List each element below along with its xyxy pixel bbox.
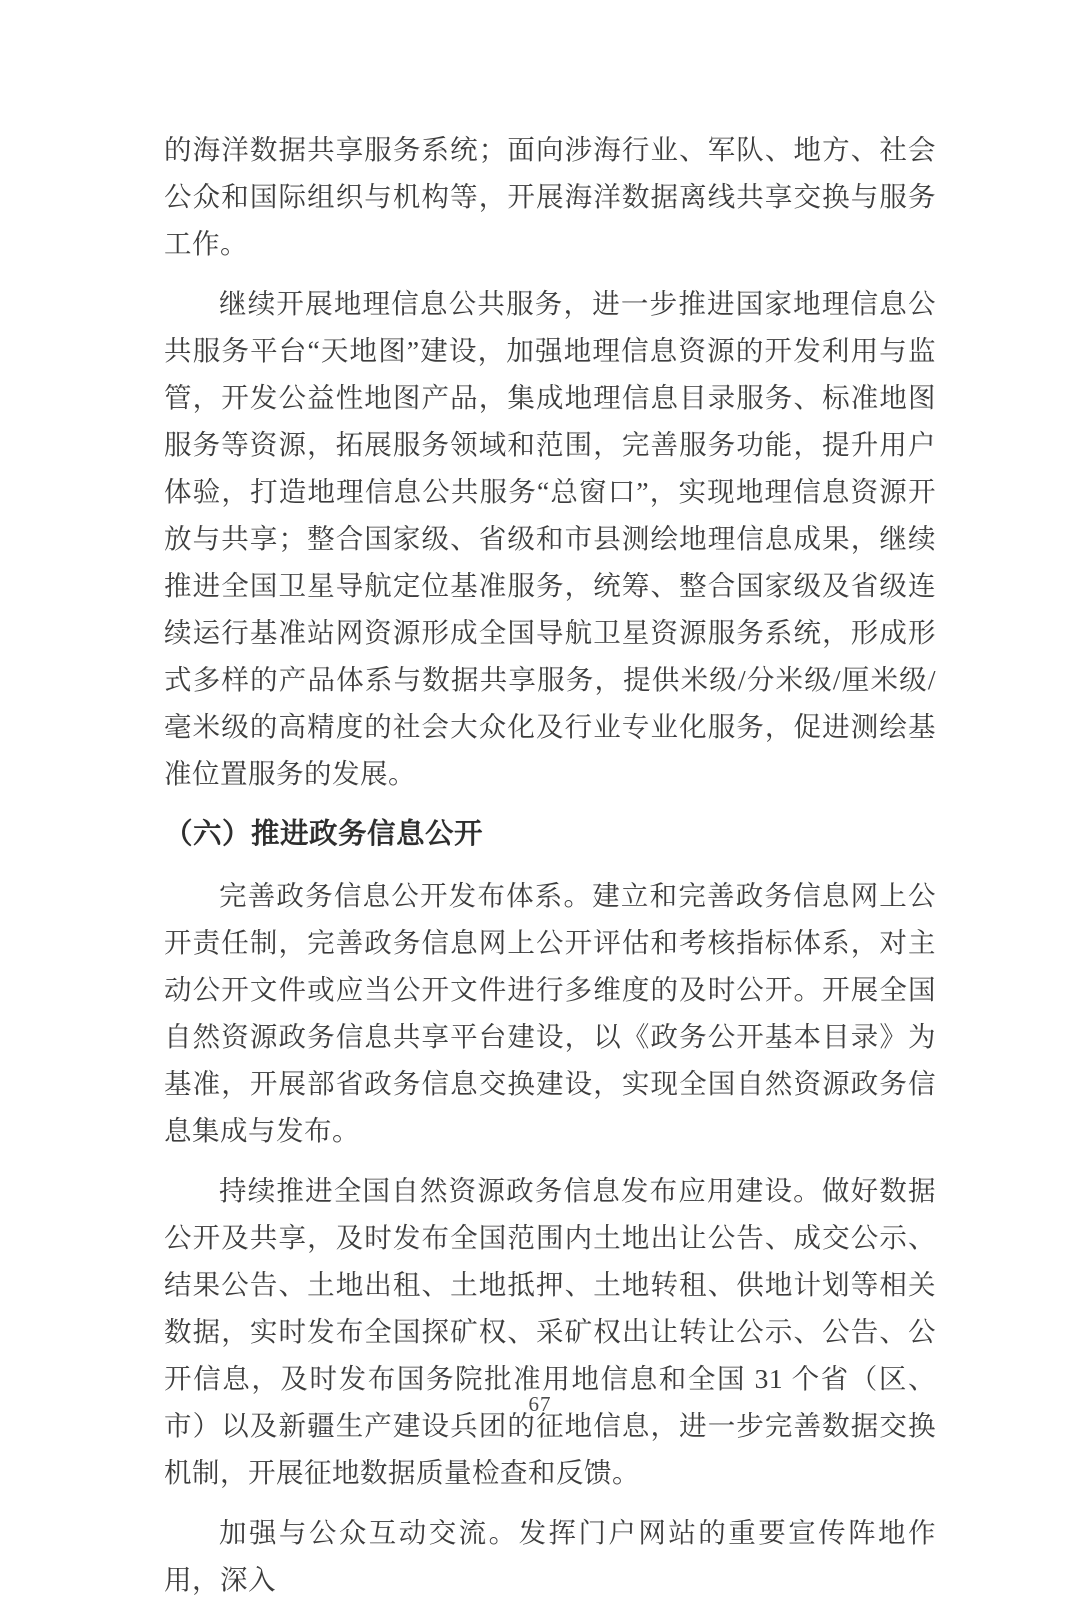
page-number: 67 xyxy=(528,1392,552,1416)
paragraph-public-interaction: 加强与公众互动交流。发挥门户网站的重要宣传阵地作用，深入 xyxy=(164,1517,936,1595)
paragraph-marine-data-sharing: 的海洋数据共享服务系统；面向涉海行业、军队、地方、社会公众和国际组织与机构等，开展海洋数据离线共享交换与服务工作。 xyxy=(164,134,936,259)
section-heading-government-info-disclosure: （六）推进政务信息公开 xyxy=(164,818,484,850)
paragraph-info-disclosure-system: 完善政务信息公开发布体系。建立和完善政务信息网上公开责任制，完善政务信息网上公开评估和考核指标体系，对主动公开文件或应当公开文件进行多维度的及时公开。开展全国自然资源政务信息共享平台建设，以《政务公开基本目录》为基准，开展部省政务信息交换建设，实现全国自然资源政务信息集成与发布。 xyxy=(164,880,936,1146)
paragraph-geographic-info-services: 继续开展地理信息公共服务，进一步推进国家地理信息公共服务平台“天地图”建设，加强地理信息资源的开发利用与监管，开发公益性地图产品，集成地理信息目录服务、标准地图服务等资源，拓展服务领域和范围，完善服务功能，提升用户体验，打造地理信息公共服务“总窗口”，实现地理信息资源开放与共享；整合国家级、省级和市县测绘地理信息成果，继续推进全国卫星导航定位基准服务，统筹、整合国家级及省级连续运行基准站网资源形成全国导航卫星资源服务系统，形成形式多样的产品体系与数据共享服务，提供米级/分米级/厘米级/毫米级的高精度的社会大众化及行业专业化服务，促进测绘基准位置服务的发展。 xyxy=(164,288,936,789)
paragraph-data-publishing: 持续推进全国自然资源政务信息发布应用建设。做好数据公开及共享，及时发布全国范围内土地出让公告、成交公示、结果公告、土地出租、土地抵押、土地转租、供地计划等相关数据，实时发布全国探矿权、采矿权出让转让公示、公告、公开信息，及时发布国务院批准用地信息和全国 31 个省（区、市）以及新疆生产建设兵团的征地信息，进一步完善数据交换机制，开展征地数据质量检查和反馈。 xyxy=(164,1175,936,1488)
